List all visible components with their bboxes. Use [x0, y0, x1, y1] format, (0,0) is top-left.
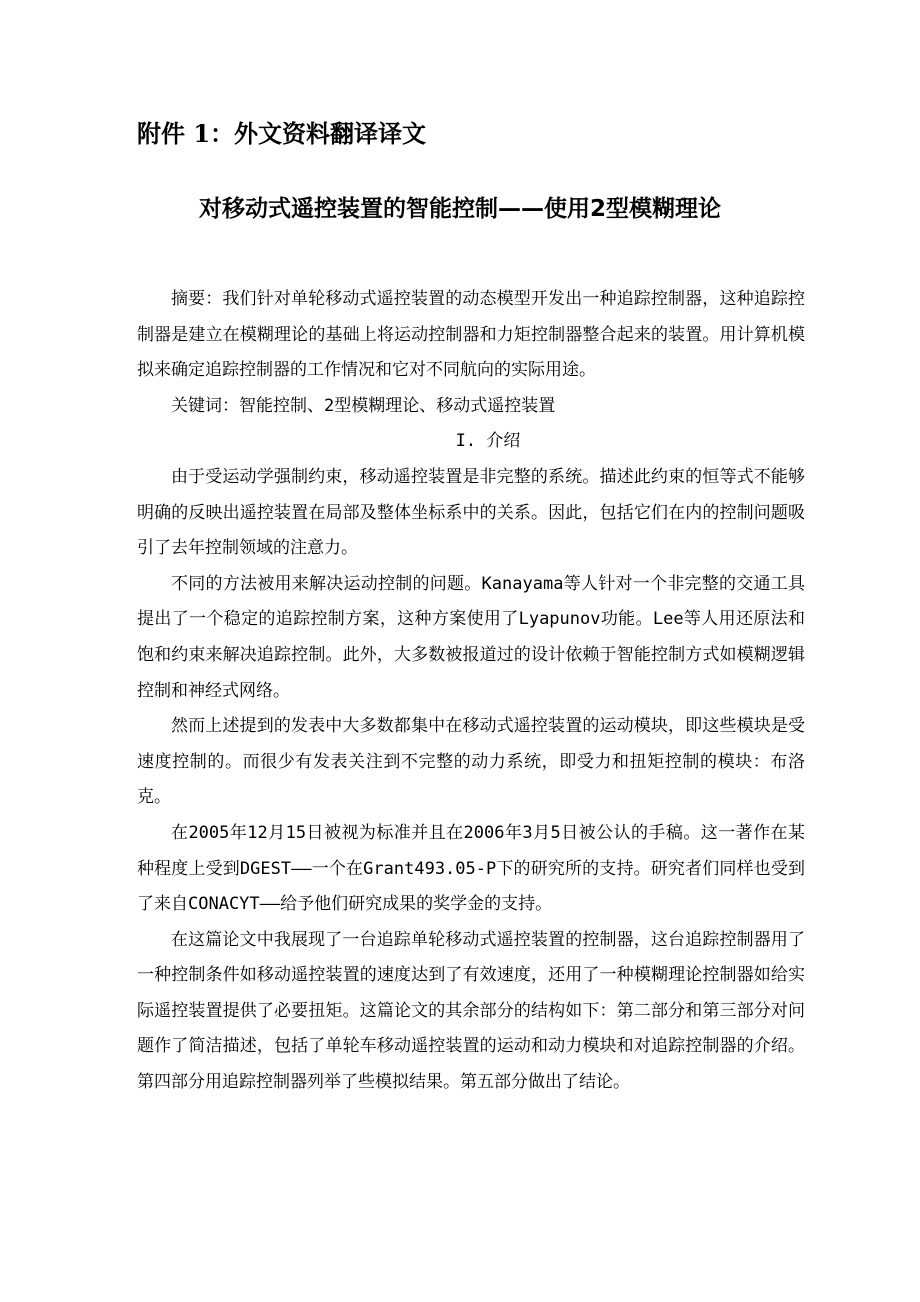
body-paragraph: 不同的方法被用来解决运动控制的问题。Kanayama等人针对一个非完整的交通工具提出了一个稳定的追踪控制方案，这种方案使用了Lyapunov功能。Lee等人用还原法和饱和约束来解决追踪控制。此外，大多数被报道过的设计依赖于智能控制方式如模糊逻辑控制和神经式网络。 — [137, 573, 805, 701]
body-paragraph: 在2005年12月15日被视为标准并且在2006年3月5日被公认的手稿。这一著作在某种程度上受到DGEST——一个在Grant493.05-P下的研究所的支持。研究者们同样也受到了来自CONACYT——给予他们研究成果的奖学金的支持。 — [137, 822, 805, 915]
keywords-paragraph: 关键词：智能控制、2型模糊理论、移动式遥控装置 — [171, 395, 556, 416]
section-heading: I. 介绍 — [455, 431, 521, 452]
abstract-paragraph: 摘要：我们针对单轮移动式遥控装置的动态模型开发出一种追踪控制器，这种追踪控制器是建立在模糊理论的基础上将运动控制器和力矩控制器整合起来的装置。用计算机模拟来确定追踪控制器的工作情况和它对不同航向的实际用途。 — [137, 289, 805, 381]
body-paragraph: 然而上述提到的发表中大多数都集中在移动式遥控装置的运动模块，即这些模块是受速度控制的。而很少有发表关注到不完整的动力系统，即受力和扭矩控制的模块：布洛克。 — [137, 716, 805, 808]
body-paragraph: 在这篇论文中我展现了一台追踪单轮移动式遥控装置的控制器，这台追踪控制器用了一种控制条件如移动遥控装置的速度达到了有效速度，还用了一种模糊理论控制器如给实际遥控装置提供了必要扭矩。这篇论文的其余部分的结构如下：第二部分和第三部分对问题作了简洁描述，包括了单轮车移动遥控装置的运动和动力模块和对追踪控制器的介绍。第四部分用追踪控制器列举了些模拟结果。第五部分做出了结论。 — [137, 929, 805, 1093]
paper-title: 对移动式遥控装置的智能控制——使用2型模糊理论 — [198, 196, 721, 222]
body-text — [137, 282, 805, 1101]
attachment-title: 附件 1：外文资料翻译译文 — [137, 119, 427, 148]
body-paragraph: 由于受运动学强制约束，移动遥控装置是非完整的系统。描述此约束的恒等式不能够明确的反映出遥控装置在局部及整体坐标系中的关系。因此，包括它们在内的控制问题吸引了去年控制领域的注意力。 — [137, 466, 805, 559]
